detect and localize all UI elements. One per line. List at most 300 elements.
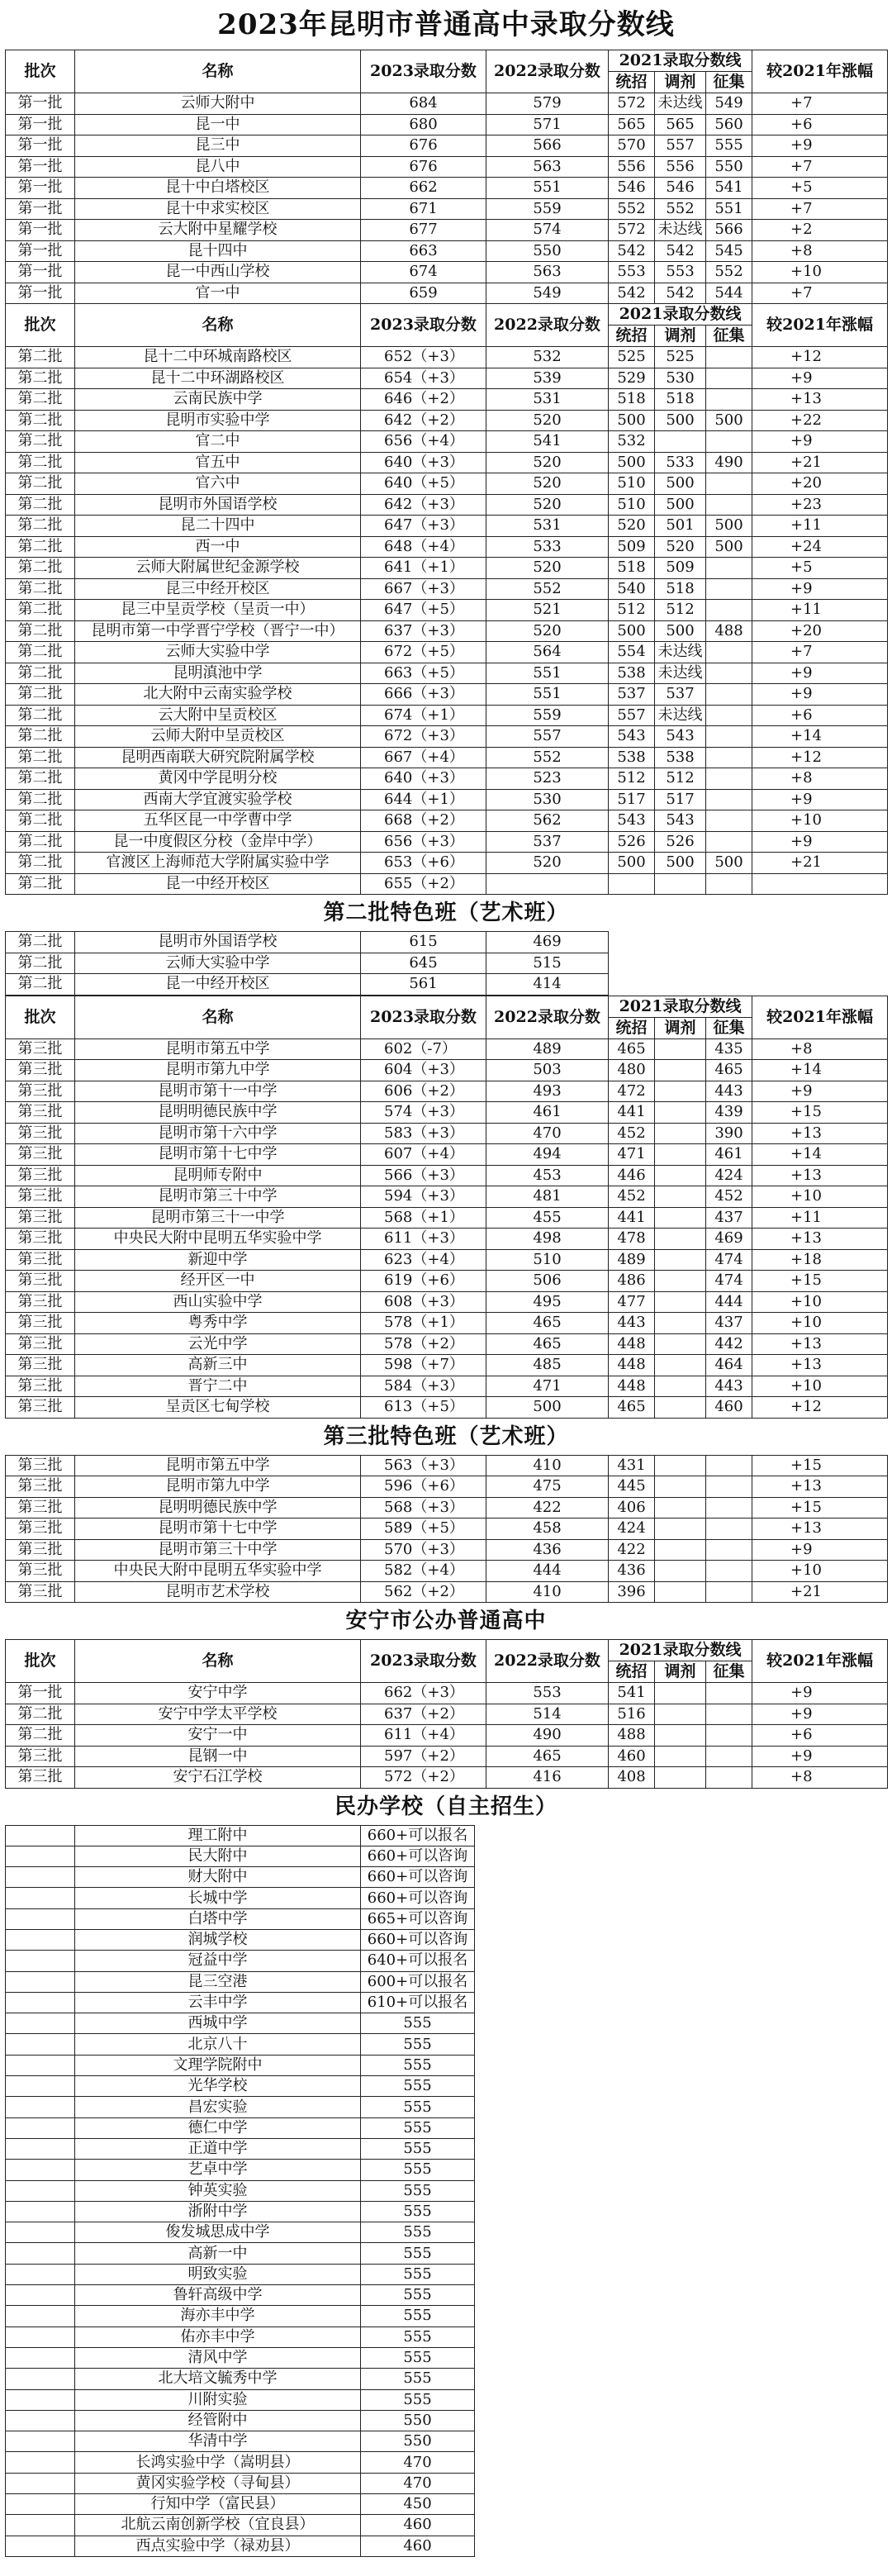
- header-rise: 较2021年涨幅: [752, 1640, 888, 1683]
- rise-cell: +11: [752, 600, 888, 621]
- table-row: [6, 389, 888, 411]
- private-school-name: 文理学院附中: [75, 2055, 361, 2075]
- batch-cell: 第二批: [6, 974, 75, 996]
- rise-cell: +15: [752, 1271, 888, 1292]
- empty-cell: [6, 2243, 75, 2264]
- header-batch: 批次: [6, 50, 75, 93]
- private-school-name: 川附实验: [75, 2389, 361, 2410]
- tiaoji-cell: [655, 1497, 706, 1519]
- table-row: [6, 368, 888, 389]
- rise-cell: +11: [752, 516, 888, 537]
- tongzhao-cell: 422: [609, 1539, 655, 1561]
- empty-cell: [6, 1951, 75, 1971]
- private-school-name: 理工附中: [75, 1825, 361, 1846]
- art2-table: [5, 931, 888, 996]
- rise-cell: +6: [752, 1725, 888, 1747]
- score-2022-cell: 571: [486, 114, 609, 135]
- zhengji-cell: 549: [706, 93, 752, 115]
- score-2023-cell: 666（+3）: [361, 684, 486, 706]
- zhengji-cell: [706, 873, 752, 895]
- private-school-row: [6, 2285, 475, 2306]
- batch-cell: 第二批: [6, 789, 75, 810]
- batch-cell: 第二批: [6, 347, 75, 368]
- tiaoji-cell: [655, 1561, 706, 1582]
- score-2022-cell: 533: [486, 536, 609, 558]
- tongzhao-cell: 510: [609, 473, 655, 495]
- batch-cell: 第一批: [6, 262, 75, 283]
- tiaoji-cell: 530: [655, 368, 706, 389]
- score-2022-cell: 531: [486, 516, 609, 537]
- private-school-name: 冠益中学: [75, 1951, 361, 1971]
- tiaoji-cell: 537: [655, 684, 706, 706]
- table-row: [6, 1186, 888, 1208]
- score-2023-cell: 676: [361, 156, 486, 178]
- tiaoji-cell: 512: [655, 600, 706, 621]
- tongzhao-cell: 538: [609, 663, 655, 684]
- batch-cell: 第二批: [6, 620, 75, 642]
- private-school-score: 660+可以报名: [361, 1825, 475, 1846]
- private-school-score: 555: [361, 2389, 475, 2410]
- score-2023-cell: 642（+2）: [361, 410, 486, 431]
- batch-cell: 第三批: [6, 1455, 75, 1476]
- tongzhao-cell: 516: [609, 1704, 655, 1725]
- score-2022-cell: 551: [486, 178, 609, 199]
- zhengji-cell: 555: [706, 135, 752, 157]
- batch2-table: [6, 304, 888, 895]
- rise-cell: +20: [752, 473, 888, 495]
- header-score-2022: 2022录取分数: [486, 50, 609, 93]
- rise-cell: +14: [752, 726, 888, 748]
- empty-cell: [6, 2055, 75, 2075]
- zhengji-cell: [706, 789, 752, 810]
- score-2023-cell: 566（+3）: [361, 1165, 486, 1186]
- zhengji-cell: 437: [706, 1313, 752, 1334]
- school-name-cell: 昆明市第十七中学: [75, 1144, 361, 1166]
- private-school-score: 600+可以报名: [361, 1971, 475, 1992]
- tiaoji-cell: 533: [655, 452, 706, 473]
- tongzhao-cell: 517: [609, 789, 655, 810]
- school-name-cell: 新迎中学: [75, 1249, 361, 1271]
- school-name-cell: 昆一中经开校区: [75, 873, 361, 895]
- school-name-cell: 中央民大附中昆明五华实验中学: [75, 1229, 361, 1250]
- school-name-cell: 昆明市第三十中学: [75, 1186, 361, 1208]
- zhengji-cell: [706, 368, 752, 389]
- batch-cell: 第二批: [6, 558, 75, 579]
- school-name-cell: 昆十中求实校区: [75, 198, 361, 220]
- rise-cell: +12: [752, 1397, 888, 1419]
- score-2023-cell: 648（+4）: [361, 536, 486, 558]
- tiaoji-cell: [655, 1165, 706, 1186]
- empty-cell: [6, 2201, 75, 2222]
- private-school-row: [6, 1888, 475, 1908]
- tongzhao-cell: 465: [609, 1038, 655, 1060]
- zhengji-cell: [706, 1519, 752, 1540]
- header-batch: 批次: [6, 304, 75, 347]
- empty-cell: [6, 2285, 75, 2306]
- score-2023-cell: 570（+3）: [361, 1539, 486, 1561]
- tongzhao-cell: 443: [609, 1313, 655, 1334]
- score-2023-cell: 647（+3）: [361, 516, 486, 537]
- private-school-table: [5, 1825, 475, 2557]
- score-2023-cell: 654（+3）: [361, 368, 486, 389]
- private-school-score: 470: [361, 2473, 475, 2493]
- tongzhao-cell: 570: [609, 135, 655, 157]
- score-2022-cell: 532: [486, 347, 609, 368]
- private-school-score: 450: [361, 2494, 475, 2515]
- tiaoji-cell: 543: [655, 810, 706, 832]
- score-2022-cell: 550: [486, 240, 609, 262]
- school-name-cell: 昆三中: [75, 135, 361, 157]
- score-2022-cell: 503: [486, 1060, 609, 1081]
- tongzhao-cell: 540: [609, 578, 655, 600]
- private-school-name: 佑亦丰中学: [75, 2326, 361, 2347]
- school-name-cell: 云师大附属世纪金源学校: [75, 558, 361, 579]
- table-row: [6, 768, 888, 790]
- table-row: [6, 705, 888, 726]
- tiaoji-cell: 525: [655, 347, 706, 368]
- score-2023-cell: 619（+6）: [361, 1271, 486, 1292]
- batch-cell: 第三批: [6, 1102, 75, 1124]
- rise-cell: +13: [752, 1519, 888, 1540]
- tongzhao-cell: 408: [609, 1767, 655, 1789]
- private-school-row: [6, 2013, 475, 2034]
- private-school-score: 660+可以咨询: [361, 1867, 475, 1888]
- zhengji-cell: 566: [706, 220, 752, 241]
- score-2022-cell: 410: [486, 1455, 609, 1476]
- batch-cell: 第二批: [6, 1704, 75, 1725]
- tiaoji-cell: 501: [655, 516, 706, 537]
- tongzhao-cell: 512: [609, 768, 655, 790]
- table-row: [6, 789, 888, 810]
- private-school-row: [6, 2494, 475, 2515]
- table-row: [6, 431, 888, 453]
- tiaoji-cell: [655, 1291, 706, 1313]
- tiaoji-cell: 543: [655, 726, 706, 748]
- empty-cell: [6, 1846, 75, 1866]
- header-zhengji: 征集: [706, 1017, 752, 1038]
- zhengji-cell: [706, 1581, 752, 1603]
- score-2023-cell: 646（+2）: [361, 389, 486, 411]
- tiaoji-cell: [655, 1539, 706, 1561]
- private-school-name: 光华学校: [75, 2076, 361, 2097]
- tiaoji-cell: [655, 1683, 706, 1704]
- private-school-score: 555: [361, 2076, 475, 2097]
- empty-cell: [6, 2473, 75, 2493]
- table-row: [6, 536, 888, 558]
- tiaoji-cell: [655, 873, 706, 895]
- private-school-score: 460: [361, 2515, 475, 2536]
- header-score-2023: 2023录取分数: [361, 996, 486, 1038]
- school-name-cell: 昆十二中环湖路校区: [75, 368, 361, 389]
- table-row: [6, 494, 888, 516]
- tiaoji-cell: 500: [655, 620, 706, 642]
- school-name-cell: 昆明市第十六中学: [75, 1123, 361, 1144]
- tongzhao-cell: 445: [609, 1476, 655, 1498]
- tongzhao-cell: 556: [609, 156, 655, 178]
- score-2023-cell: 647（+5）: [361, 600, 486, 621]
- batch-cell: 第三批: [6, 1186, 75, 1208]
- private-school-name: 北大培文毓秀中学: [75, 2369, 361, 2389]
- tiaoji-cell: [655, 1519, 706, 1540]
- tiaoji-cell: 未达线: [655, 93, 706, 115]
- school-name-cell: 黄冈中学昆明分校: [75, 768, 361, 790]
- tiaoji-cell: 552: [655, 198, 706, 220]
- tiaoji-cell: 未达线: [655, 642, 706, 663]
- rise-cell: +2: [752, 220, 888, 241]
- empty-cell: [6, 1888, 75, 1908]
- school-name-cell: 云大附中呈贡校区: [75, 705, 361, 726]
- tongzhao-cell: 546: [609, 178, 655, 199]
- score-2022-cell: 520: [486, 494, 609, 516]
- batch-cell: 第三批: [6, 1291, 75, 1313]
- header-batch: 批次: [6, 996, 75, 1038]
- table-row: [6, 262, 888, 283]
- tongzhao-cell: [609, 873, 655, 895]
- tongzhao-cell: 436: [609, 1561, 655, 1582]
- header-score-2021: 2021录取分数线: [609, 1640, 752, 1661]
- school-name-cell: 昆明市外国语学校: [75, 494, 361, 516]
- zhengji-cell: [706, 831, 752, 853]
- school-name-cell: 昆十二中环城南路校区: [75, 347, 361, 368]
- score-2022-cell: 559: [486, 198, 609, 220]
- rise-cell: +21: [752, 1581, 888, 1603]
- empty-cell: [6, 2034, 75, 2055]
- tongzhao-cell: 572: [609, 93, 655, 115]
- empty-cell: [6, 2306, 75, 2326]
- rise-cell: +8: [752, 768, 888, 790]
- rise-cell: +9: [752, 135, 888, 157]
- rise-cell: +7: [752, 283, 888, 304]
- tongzhao-cell: 537: [609, 684, 655, 706]
- score-2023-cell: 644（+1）: [361, 789, 486, 810]
- private-school-score: 555: [361, 2306, 475, 2326]
- score-2023-cell: 602（-7）: [361, 1038, 486, 1060]
- private-school-row: [6, 1929, 475, 1950]
- table-row: [6, 1355, 888, 1376]
- header-name: 名称: [75, 1640, 361, 1683]
- rise-cell: +10: [752, 1313, 888, 1334]
- table-row: [6, 410, 888, 431]
- header-name: 名称: [75, 50, 361, 93]
- table-row: [6, 558, 888, 579]
- school-name-cell: 昆明滇池中学: [75, 663, 361, 684]
- zhengji-cell: [706, 705, 752, 726]
- zhengji-cell: [706, 1746, 752, 1767]
- header-rise: 较2021年涨幅: [752, 50, 888, 93]
- score-2023-cell: 578（+1）: [361, 1313, 486, 1334]
- tiaoji-cell: 557: [655, 135, 706, 157]
- tongzhao-cell: 572: [609, 220, 655, 241]
- private-school-name: 正道中学: [75, 2138, 361, 2159]
- tongzhao-cell: 543: [609, 810, 655, 832]
- table-row: [6, 1497, 888, 1519]
- table-row: [6, 1581, 888, 1603]
- school-name-cell: 中央民大附中昆明五华实验中学: [75, 1561, 361, 1582]
- tongzhao-cell: 480: [609, 1060, 655, 1081]
- rise-cell: +9: [752, 1081, 888, 1102]
- private-school-score: 555: [361, 2326, 475, 2347]
- rise-cell: +14: [752, 1144, 888, 1166]
- score-2023-cell: 598（+7）: [361, 1355, 486, 1376]
- rise-cell: +24: [752, 536, 888, 558]
- batch3-score-table: [5, 996, 888, 1419]
- tongzhao-cell: 526: [609, 831, 655, 853]
- batch-cell: 第二批: [6, 578, 75, 600]
- tongzhao-cell: 488: [609, 1725, 655, 1747]
- private-school-name: 北航云南创新学校（宜良县）: [75, 2515, 361, 2536]
- private-school-score: 555: [361, 2034, 475, 2055]
- rise-cell: +21: [752, 853, 888, 874]
- private-school-name: 黄冈实验学校（寻甸县）: [75, 2473, 361, 2493]
- table-row: [6, 1704, 888, 1725]
- score-2022-cell: 551: [486, 684, 609, 706]
- art2-section-title: 第二批特色班（艺术班）: [323, 901, 569, 925]
- tiaoji-cell: 未达线: [655, 705, 706, 726]
- school-name-cell: 西一中: [75, 536, 361, 558]
- rise-cell: +13: [752, 1476, 888, 1498]
- score-2022-cell: 520: [486, 853, 609, 874]
- score-2023-cell: 652（+3）: [361, 347, 486, 368]
- empty-cell: [6, 1908, 75, 1929]
- batch-cell: 第三批: [6, 1038, 75, 1060]
- private-school-score: 555: [361, 2222, 475, 2243]
- school-name-cell: 云大附中星耀学校: [75, 220, 361, 241]
- batch-cell: 第三批: [6, 1397, 75, 1419]
- private-school-name: 俊发城思成中学: [75, 2222, 361, 2243]
- score-2023-cell: 608（+3）: [361, 1291, 486, 1313]
- school-name-cell: 北大附中云南实验学校: [75, 684, 361, 706]
- score-2022-cell: [486, 873, 609, 895]
- school-name-cell: 粤秀中学: [75, 1313, 361, 1334]
- batch-cell: 第二批: [6, 516, 75, 537]
- score-2022-cell: 552: [486, 578, 609, 600]
- score-2022-cell: 537: [486, 831, 609, 853]
- table-row: [6, 873, 888, 895]
- score-2023-cell: 568（+1）: [361, 1207, 486, 1229]
- rise-cell: +22: [752, 410, 888, 431]
- private-school-row: [6, 2264, 475, 2284]
- score-2023-cell: 578（+2）: [361, 1333, 486, 1355]
- batch-cell: 第三批: [6, 1333, 75, 1355]
- header-row: [6, 304, 888, 326]
- private-school-score: 555: [361, 2285, 475, 2306]
- rise-cell: +6: [752, 705, 888, 726]
- zhengji-cell: 550: [706, 156, 752, 178]
- tiaoji-cell: 500: [655, 853, 706, 874]
- rise-cell: +20: [752, 620, 888, 642]
- batch-cell: 第三批: [6, 1081, 75, 1102]
- batch-cell: 第二批: [6, 452, 75, 473]
- private-school-name: 德仁中学: [75, 2117, 361, 2138]
- header-score-2022: 2022录取分数: [486, 304, 609, 347]
- private-school-row: [6, 2431, 475, 2452]
- table-row: [6, 953, 888, 974]
- header-score-2021: 2021录取分数线: [609, 996, 752, 1017]
- tongzhao-cell: 460: [609, 1746, 655, 1767]
- empty-cell: [6, 2389, 75, 2410]
- zhengji-cell: 464: [706, 1355, 752, 1376]
- zhengji-cell: [706, 768, 752, 790]
- table-row: [6, 198, 888, 220]
- score-2022-cell: 510: [486, 1249, 609, 1271]
- score-2023-cell: 684: [361, 93, 486, 115]
- batch-cell: 第二批: [6, 873, 75, 895]
- tongzhao-cell: 518: [609, 389, 655, 411]
- rise-cell: +8: [752, 1767, 888, 1789]
- empty-cell: [6, 2494, 75, 2515]
- private-school-name: 润城学校: [75, 1929, 361, 1950]
- private-school-name: 清风中学: [75, 2347, 361, 2368]
- score-2023-cell: 640（+5）: [361, 473, 486, 495]
- school-name-cell: 官六中: [75, 473, 361, 495]
- private-school-score: 550: [361, 2431, 475, 2452]
- private-school-score: 665+可以咨询: [361, 1908, 475, 1929]
- tiaoji-cell: [655, 1476, 706, 1498]
- score-2022-cell: 410: [486, 1581, 609, 1603]
- score-2023-cell: 676: [361, 135, 486, 157]
- rise-cell: +10: [752, 810, 888, 832]
- private-school-row: [6, 2160, 475, 2180]
- score-2023-cell: 597（+2）: [361, 1746, 486, 1767]
- rise-cell: +7: [752, 642, 888, 663]
- tiaoji-cell: [655, 1144, 706, 1166]
- zhengji-cell: 474: [706, 1271, 752, 1292]
- school-name-cell: 昆三中呈贡学校（呈贡一中）: [75, 600, 361, 621]
- tiaoji-cell: 553: [655, 262, 706, 283]
- tiaoji-cell: 512: [655, 768, 706, 790]
- private-school-row: [6, 2117, 475, 2138]
- zhengji-cell: [706, 1455, 752, 1476]
- zhengji-cell: 465: [706, 1060, 752, 1081]
- score-2023-cell: 653（+6）: [361, 853, 486, 874]
- score-2023-cell: 677: [361, 220, 486, 241]
- private-school-name: 昌宏实验: [75, 2097, 361, 2117]
- table-row: [6, 831, 888, 853]
- school-name-cell: 西南大学宜渡实验学校: [75, 789, 361, 810]
- table-row: [6, 810, 888, 832]
- table-row: [6, 178, 888, 199]
- school-name-cell: 昆明市艺术学校: [75, 1581, 361, 1603]
- score-2023-cell: 607（+4）: [361, 1144, 486, 1166]
- tongzhao-cell: 465: [609, 1397, 655, 1419]
- private-school-score: 470: [361, 2452, 475, 2473]
- table-row: [6, 1397, 888, 1419]
- score-2023-cell: 671: [361, 198, 486, 220]
- tiaoji-cell: [655, 1767, 706, 1789]
- private-school-row: [6, 2097, 475, 2117]
- rise-cell: +10: [752, 1376, 888, 1397]
- empty-cell: [6, 2264, 75, 2284]
- score-2022-cell: 552: [486, 747, 609, 768]
- table-row: [6, 600, 888, 621]
- tiaoji-cell: [655, 1725, 706, 1747]
- batch-cell: 第二批: [6, 726, 75, 748]
- table-row: [6, 747, 888, 768]
- tongzhao-cell: 500: [609, 452, 655, 473]
- header-tongzhao: 统招: [609, 1017, 655, 1038]
- private-school-row: [6, 2410, 475, 2431]
- tongzhao-cell: 509: [609, 536, 655, 558]
- score-2022-cell: 563: [486, 156, 609, 178]
- score-2023-cell: 656（+3）: [361, 831, 486, 853]
- zhengji-cell: [706, 642, 752, 663]
- batch-cell: 第三批: [6, 1207, 75, 1229]
- empty-cell: [6, 2076, 75, 2097]
- zhengji-cell: [706, 578, 752, 600]
- zhengji-cell: 461: [706, 1144, 752, 1166]
- score-2023-cell: 606（+2）: [361, 1081, 486, 1102]
- tiaoji-cell: [655, 1060, 706, 1081]
